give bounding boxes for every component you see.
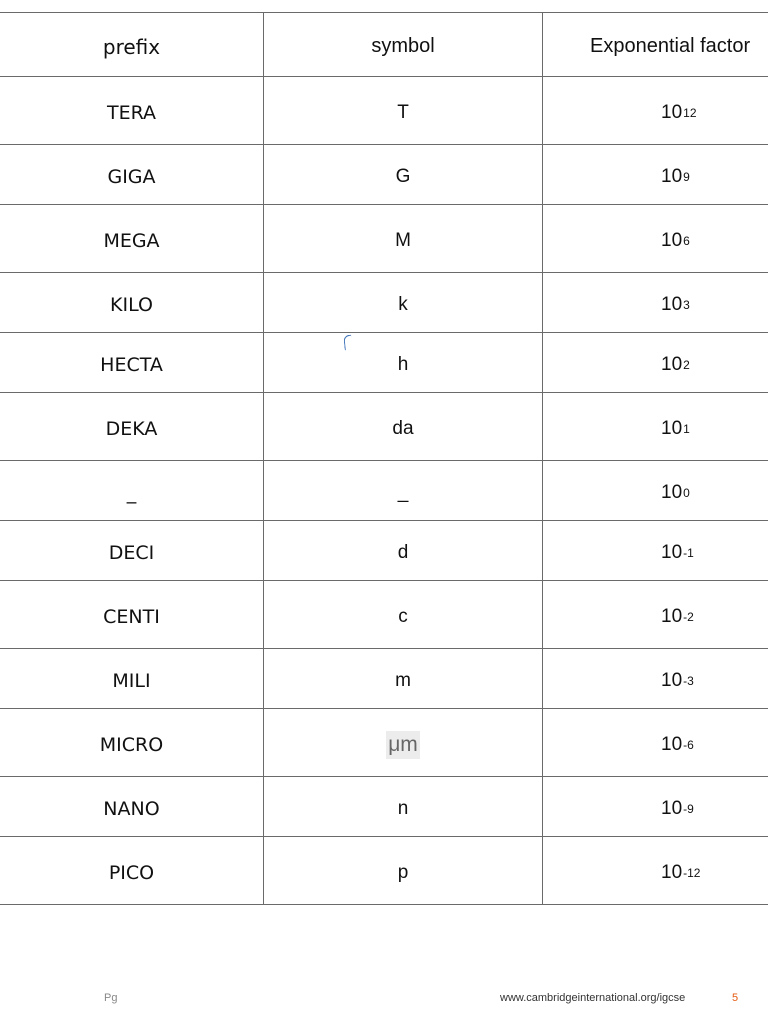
symbol-text: G [395, 165, 411, 187]
factor-exponent: -6 [683, 737, 694, 752]
factor-base: 10 [661, 605, 683, 627]
table-row [0, 709, 768, 777]
symbol-cell [264, 393, 543, 460]
header-prefix: prefix [0, 13, 264, 76]
factor-base: 10 [661, 797, 683, 819]
factor-exponent: -12 [683, 865, 701, 880]
factor-cell [543, 205, 768, 272]
page-footer [0, 988, 768, 1008]
factor-base: 10 [661, 733, 683, 755]
symbol-cell [264, 777, 543, 836]
factor-exponent: 3 [683, 297, 690, 312]
table-row [0, 393, 768, 461]
factor-cell [543, 333, 768, 392]
factor-cell [543, 777, 768, 836]
table-row [0, 77, 768, 145]
symbol-cell [264, 837, 543, 904]
symbol-cell [264, 581, 543, 648]
footer-left-text: Pg [104, 992, 118, 1004]
factor-cell [543, 461, 768, 520]
prefix-cell: DECI [0, 521, 264, 580]
factor-exponent: 0 [683, 485, 690, 500]
factor-exponent: 2 [683, 357, 690, 372]
symbol-text: μm [386, 731, 420, 759]
table-row [0, 649, 768, 709]
symbol-text: p [397, 861, 409, 883]
symbol-cell [264, 273, 543, 332]
table-body [0, 77, 768, 905]
table-row [0, 837, 768, 905]
prefix-cell: KILO [0, 273, 264, 332]
symbol-cell [264, 205, 543, 272]
factor-cell [543, 709, 768, 776]
factor-exponent: 9 [683, 169, 690, 184]
symbol-text: T [397, 101, 409, 123]
factor-base: 10 [661, 165, 683, 187]
factor-exponent: -9 [683, 801, 694, 816]
factor-exponent: 12 [683, 105, 697, 120]
factor-base: 10 [661, 101, 683, 123]
symbol-text: m [395, 669, 411, 691]
factor-cell [543, 837, 768, 904]
factor-base: 10 [661, 417, 683, 439]
symbol-text: n [397, 797, 409, 819]
footer-url: www.cambridgeinternational.org/igcse [500, 992, 686, 1004]
table-row [0, 461, 768, 521]
prefix-cell: TERA [0, 77, 264, 144]
symbol-text: d [397, 541, 409, 563]
factor-cell [543, 145, 768, 204]
factor-base: 10 [661, 293, 683, 315]
table-row [0, 273, 768, 333]
symbol-text: k [398, 293, 408, 315]
si-prefix-table [0, 12, 768, 905]
prefix-cell: CENTI [0, 581, 264, 648]
table-row [0, 205, 768, 273]
pen-mark [343, 335, 353, 351]
table-header-row [0, 13, 768, 77]
symbol-cell [264, 709, 543, 776]
prefix-cell: DEKA [0, 393, 264, 460]
table-row [0, 581, 768, 649]
symbol-text: _ [397, 481, 409, 503]
factor-base: 10 [661, 353, 683, 375]
symbol-cell [264, 521, 543, 580]
factor-base: 10 [661, 861, 683, 883]
table-row [0, 777, 768, 837]
symbol-cell [264, 77, 543, 144]
header-symbol: symbol [264, 13, 543, 76]
symbol-cell [264, 333, 543, 392]
factor-base: 10 [661, 229, 683, 251]
factor-exponent: 1 [683, 421, 690, 436]
symbol-text: h [397, 353, 409, 375]
factor-exponent: 6 [683, 233, 690, 248]
factor-base: 10 [661, 541, 683, 563]
symbol-cell [264, 649, 543, 708]
factor-cell [543, 649, 768, 708]
table-row [0, 521, 768, 581]
factor-cell [543, 273, 768, 332]
header-exponential-factor: Exponential factor [590, 35, 751, 57]
prefix-cell: MICRO [0, 709, 264, 776]
factor-exponent: -3 [683, 673, 694, 688]
factor-base: 10 [661, 481, 683, 503]
symbol-text: M [395, 229, 411, 251]
prefix-cell: MILI [0, 649, 264, 708]
table-row [0, 145, 768, 205]
prefix-cell: PICO [0, 837, 264, 904]
factor-exponent: -1 [683, 545, 694, 560]
factor-cell [543, 581, 768, 648]
factor-cell [543, 521, 768, 580]
prefix-cell: GIGA [0, 145, 264, 204]
prefix-cell: NANO [0, 777, 264, 836]
prefix-cell: _ [0, 461, 264, 520]
footer-page-number: 5 [732, 992, 739, 1004]
symbol-text: da [392, 417, 414, 439]
prefix-cell: HECTA [0, 333, 264, 392]
factor-base: 10 [661, 669, 683, 691]
factor-cell [543, 393, 768, 460]
symbol-cell [264, 461, 543, 520]
factor-exponent: -2 [683, 609, 694, 624]
symbol-cell [264, 145, 543, 204]
symbol-text: c [398, 605, 408, 627]
prefix-cell: MEGA [0, 205, 264, 272]
table-row [0, 333, 768, 393]
factor-cell [543, 77, 768, 144]
